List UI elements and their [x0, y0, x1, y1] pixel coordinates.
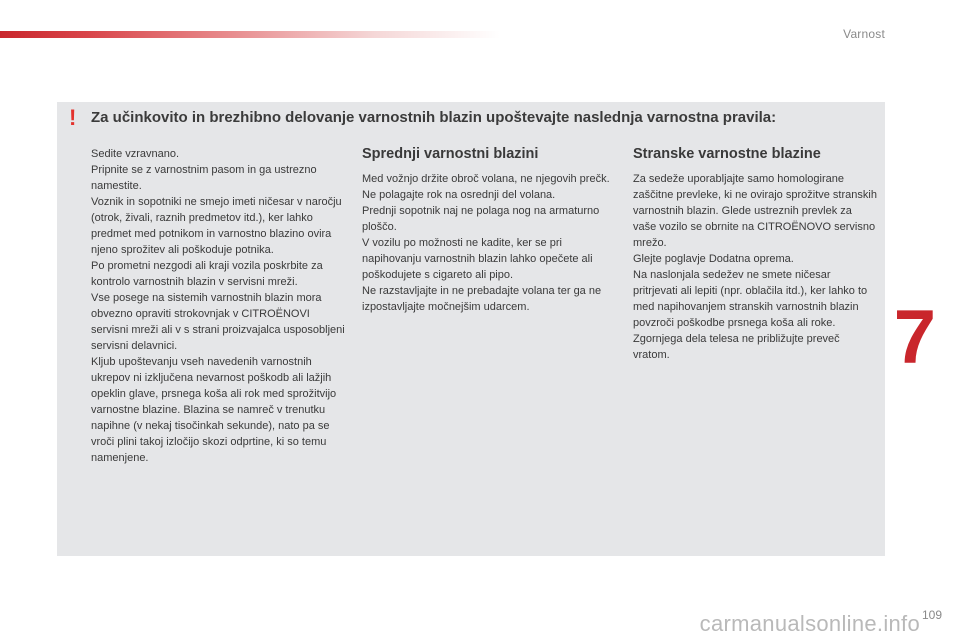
rule-paragraph: Prednji sopotnik naj ne polaga nog na armaturno ploščo. — [362, 205, 600, 233]
chapter-number: 7 — [893, 295, 936, 380]
rule-paragraph: Zgornjega dela telesa ne približujte preveč vratom. — [633, 333, 840, 361]
rule-paragraph: Na naslonjala sedežev ne smete ničesar pritrjevati ali lepiti (npr. oblačila itd.), ker lahko to med napihovanjem stranskih varnostnih blazin povzroči poškodbe prsnega koša ali roke. — [633, 269, 868, 329]
rule-paragraph: Pripnite se z varnostnim pasom in ga ustrezno namestite. — [91, 164, 317, 192]
rule-paragraph: Po prometni nezgodi ali kraji vozila poskrbite za kontrolo varnostnih blazin v servisni mreži. — [91, 260, 323, 288]
general-rules-column — [91, 146, 346, 466]
rule-paragraph: Vse posege na sistemih varnostnih blazin mora obvezno opraviti strokovnjak v CITROËNOVI servisni mreži ali v s strani proizvajalca usposobljeni servisni delavnici. — [91, 292, 345, 352]
front-airbags-title: Sprednji varnostni blazini — [362, 146, 539, 162]
watermark: carmanualsonline.info — [699, 611, 920, 636]
rule-paragraph: Za sedeže uporabljajte samo homologirane zaščitne prevleke, ki ne ovirajo sprožitve stranskih varnostnih blazin. Glede ustreznih prevlek za vaše vozilo se obrnite na CITROËNOVO servisno mrežo. — [633, 173, 877, 249]
section-title: Varnost — [843, 27, 885, 41]
side-airbags-column — [633, 145, 878, 363]
notice-heading: Za učinkovito in brezhibno delovanje varnostnih blazin upoštevajte naslednja varnostna pravila: — [91, 109, 777, 126]
header-accent-bar — [0, 31, 500, 38]
rule-paragraph: Med vožnjo držite obroč volana, ne njegovih prečk. Ne polagajte rok na osrednji del volana. — [362, 173, 610, 201]
rule-paragraph: Glejte poglavje Dodatna oprema. — [633, 253, 794, 265]
rule-paragraph: Sedite vzravnano. — [91, 148, 180, 160]
side-airbags-title: Stranske varnostne blazine — [633, 146, 821, 162]
rule-paragraph: Kljub upoštevanju vseh navedenih varnostnih ukrepov ni izključena nevarnost poškodb ali lažjih opeklin glave, prsnega koša ali rok med sprožitvijo varnostne blazine. Blazina se namreč v trenutku napihne (v nekaj tisočinkah sekunde), nato pa se vroči plini takoj izločijo skozi odprtine, ki so temu namenjene. — [91, 356, 337, 464]
warning-exclamation-icon: ! — [69, 105, 77, 130]
front-airbags-column — [362, 145, 612, 315]
rule-paragraph: Voznik in sopotniki ne smejo imeti ničesar v naročju (otrok, živali, raznih predmetov itd.), ker lahko predmet med potnikom in varnostno blazino ovira njeno sprožitev ali poškoduje potnika. — [91, 196, 342, 256]
rule-paragraph: Ne razstavljajte in ne prebadajte volana ter ga ne izpostavljajte močnejšim udarcem. — [362, 285, 602, 313]
page-number: 109 — [921, 608, 942, 622]
rule-paragraph: V vozilu po možnosti ne kadite, ker se pri napihovanju varnostnih blazin lahko opečete ali poškodujete s cigareto ali pipo. — [362, 237, 593, 281]
